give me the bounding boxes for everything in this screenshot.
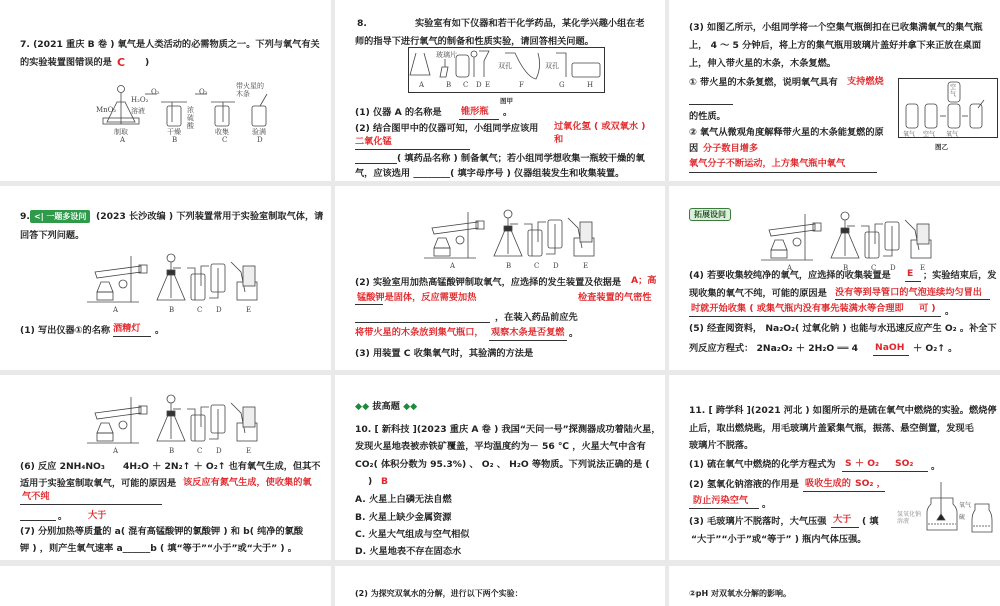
- q11-p2-answer: 吸收生成的: [805, 478, 851, 489]
- q8-3-line3: 上，伸入带火星的木条，木条复燃。: [689, 58, 836, 69]
- q9-2-answer-b: 锰酸钾是固体，反应需要加热: [357, 292, 477, 303]
- q7-line1: 7. (2021 重庆 B 卷 ) 氧气是人类活动的必需物质之一。下列与氧气有关: [20, 39, 320, 50]
- answer-blank: [831, 527, 859, 528]
- q8-fig-letter: H: [587, 81, 594, 89]
- q9-2-p2-end: 。: [569, 328, 579, 339]
- q9-4-p4c: 现收集的氧气不纯，可能的原因是: [689, 288, 827, 299]
- answer-blank: [689, 104, 733, 105]
- answer-blank: [355, 304, 383, 305]
- slide-q7: [0, 0, 331, 181]
- q11-p1-end: 。: [931, 461, 941, 472]
- q8-3-line2: 上， 4 ～ 5 分钟后，将上方的集气瓶用玻璃片盖好并拿下来正放在桌面: [689, 40, 982, 51]
- q7-fig-step: 收集: [215, 128, 229, 136]
- q9-2-p3: (3) 用装置 C 收集氧气时，其验满的方法是: [355, 348, 534, 359]
- q11-p3c: “大于”“小于”或“等于” ) 瓶内气体压强。: [691, 534, 867, 545]
- apparatus-drawing: [83, 252, 258, 314]
- multi-question-badge: <| 一题多设问: [30, 210, 90, 223]
- slide-q9-4: [669, 186, 1000, 370]
- q11-line1: 11. [ 跨学科 ](2021 河北 ) 如图所示的是硫在氧气中燃烧的实验。燃烧停: [689, 405, 997, 416]
- q9-6-p6-end: 。: [58, 511, 68, 522]
- q8-3-fig-top: 空气: [950, 84, 957, 98]
- q8-fig-letter: A: [419, 81, 425, 89]
- answer-blank: [355, 163, 397, 164]
- apparatus-label: C: [197, 306, 203, 314]
- slide-row4-mid: [335, 566, 665, 606]
- apparatus-label: D: [216, 306, 222, 314]
- q10-option-b: B. 火星上缺少金属资源: [355, 512, 452, 523]
- q9-6-p6c: 适用于实验室制取氧气，可能的原因是: [20, 478, 177, 489]
- slide-q8-3: [669, 0, 1000, 181]
- q7-fig-o2a: O₂: [151, 88, 160, 96]
- apparatus-label: A: [113, 306, 119, 314]
- apparatus-label: B: [169, 306, 175, 314]
- q8-3-fig-label: 空气: [923, 131, 936, 138]
- answer-blank: [905, 281, 921, 282]
- q8-p1-answer: 锥形瓶: [461, 106, 489, 117]
- q11-fig-oxygen: 氧气: [959, 502, 972, 509]
- q9-line2: 回答下列问题。: [20, 230, 85, 241]
- q10-line2: 发现火星地表被赤铁矿覆盖，平均温度约为－ 56 ℃ ，火星大气中含有: [355, 441, 646, 452]
- q8-3-fig-caption: 图乙: [935, 143, 948, 151]
- q11-line2: 止后，取出燃烧匙，用毛玻璃片盖紧集气瓶，振荡、悬空倒置，发现毛: [689, 423, 974, 434]
- q8-3-sub2: ② 氧气从微观角度解释带火星的木条能复燃的原: [689, 127, 884, 138]
- q8-number: 8.: [357, 18, 367, 29]
- q8-3-sub2-answer2: 分子数目增多: [703, 143, 759, 154]
- apparatus-figure: [83, 252, 258, 318]
- q10-answer: B: [381, 476, 389, 487]
- q8-3-sub1-end: 的性质。: [689, 111, 726, 122]
- q7-fig-letter: D: [257, 136, 263, 144]
- q8-3-sub2-answer: 氧气分子不断运动，上方集气瓶中氧气: [689, 158, 846, 169]
- apparatus-label: B: [843, 264, 849, 272]
- q11-p2-end: 。: [762, 499, 772, 510]
- q9-4-p4-answer2: 没有等到导管口的气泡连续均匀冒出: [835, 287, 982, 298]
- section-header: [355, 401, 417, 413]
- answer-blank: [873, 355, 909, 356]
- answer-blank: [20, 520, 56, 521]
- q8-p2-line3: ( 填药品名称 ) 制备氧气；若小组同学想收集一瓶较干燥的氧: [397, 153, 645, 164]
- badge-label: 一题多设问: [46, 212, 87, 221]
- diamond-icon: ◆◆: [355, 401, 370, 412]
- q7-fig-h2o2: H₂O₂: [131, 96, 149, 104]
- q8-3-line1: (3) 如图乙所示，小组同学将一个空集气瓶倒扣在已收集满氧气的集气瓶: [689, 22, 983, 33]
- q9-4-p5b: 列反应方程式： 2Na₂O₂ ＋ 2H₂O ══ 4: [689, 343, 859, 354]
- q9-6-p7-answer: 大于: [88, 510, 107, 521]
- q7-fig-acid: 浓硫酸: [187, 106, 194, 130]
- apparatus-drawing: [83, 393, 258, 455]
- q9-4-p4-end: 。: [945, 306, 955, 317]
- apparatus-label: D: [553, 262, 559, 270]
- q8-fig-letter: B: [446, 81, 452, 89]
- q7-fig-o2b: O₂: [199, 88, 208, 96]
- apparatus-label: D: [216, 447, 222, 455]
- q9-p1-answer: 酒精灯: [113, 323, 141, 334]
- answer-blank: [20, 504, 162, 505]
- answer-blank: [689, 172, 877, 173]
- q8-p1: (1) 仪器 A 的名称是: [355, 107, 442, 118]
- q7-answer: C: [117, 56, 126, 69]
- answer-blank: [689, 508, 759, 509]
- q7-fig-step: 制取: [114, 128, 128, 136]
- apparatus-label: B: [169, 447, 175, 455]
- q8-p2-line4: 气，应该选用 ________( 填字母序号 ) 仪器组装发生和收集装置。: [355, 168, 625, 179]
- q9-4-p4b: ；实验结束后，发: [923, 270, 997, 281]
- answer-blank: [459, 119, 499, 120]
- q9-6-p7a: (7) 分别加热等质量的 a( 混有高锰酸钾的氯酸钾 ) 和 b( 纯净的氯酸: [20, 526, 304, 537]
- apparatus-figure: [83, 393, 258, 459]
- q9-4-p4-answer4: 可 ): [919, 303, 936, 314]
- slide-q9-6: [0, 375, 331, 560]
- apparatus-label: A: [450, 262, 456, 270]
- q8-p2-answer1: 过氧化氢 ( 或双氧水 ): [554, 121, 646, 132]
- apparatus-label: C: [534, 262, 540, 270]
- diamond-icon: ◆◆: [403, 401, 418, 412]
- q9-4-p4-answer3: 时就开始收集 ( 或集气瓶内没有事先装满水等合理即: [691, 303, 904, 314]
- apparatus-label: E: [246, 447, 252, 455]
- q7-fig-letter: C: [222, 136, 228, 144]
- q11-sulfur-bottle-figure: [909, 480, 994, 538]
- row4-right-text: ②pH 对双氧水分解的影响。: [689, 589, 791, 598]
- q7-fig-stick: 带火星的木条: [236, 82, 264, 98]
- answer-blank: [489, 340, 567, 341]
- q11-p3: (3) 毛玻璃片不脱落时，大气压强: [689, 516, 827, 527]
- q8-fig-caption: 图甲: [500, 97, 513, 105]
- extension-badge: 拓展设问: [689, 208, 731, 221]
- q9-6-p7b: 钾 ) ，则产生氧气速率 a______b ( 填“等于”“小于”或“大于” ) 。: [20, 543, 297, 554]
- q7-fig-step: 干燥: [167, 128, 181, 136]
- q9-2-p2-mid: ，在装入药品前应先: [495, 312, 578, 323]
- q10-option-c: C. 火星大气组成与空气相似: [355, 529, 470, 540]
- q7-fig-letter: A: [120, 136, 126, 144]
- q9-4-p5-answer: NaOH: [875, 342, 905, 353]
- q10-option-a: A. 火星上白磷无法自燃: [355, 494, 452, 505]
- answer-blank: [689, 316, 941, 317]
- q11-line3: 玻璃片不脱落。: [689, 440, 754, 451]
- slide-q8: [335, 0, 665, 181]
- q9-2-answer-d: 将带火星的木条放到集气瓶口，: [355, 327, 484, 338]
- answer-blank: [355, 149, 470, 150]
- answer-blank: [355, 322, 490, 323]
- slide-q9-2: [335, 186, 665, 370]
- q8-p2-answer1b: 和: [554, 134, 564, 145]
- q9-2-answer-c: 检查装置的气密性: [578, 292, 652, 303]
- q8-fig-letter: D: [476, 81, 482, 89]
- apparatus-label: A: [113, 447, 119, 455]
- apparatus-figure: [420, 208, 595, 274]
- q11-p3-answer: 大于: [833, 514, 852, 525]
- q11-p2: (2) 氢氧化钠溶液的作用是: [689, 479, 799, 490]
- q8-fig-glass: 玻璃片: [436, 51, 457, 59]
- q7-line2: 的实验装置图错误的是: [20, 57, 112, 68]
- q8-3-sub1: ① 带火星的木条复燃，说明氧气具有: [689, 77, 838, 88]
- q10-option-d: D. 火星地表不存在固态水: [355, 546, 462, 557]
- apparatus-figure: [757, 210, 932, 276]
- q8-3-sub1-answer: 支持燃烧: [847, 76, 884, 87]
- q11-p2-answer3: 防止污染空气: [693, 495, 749, 506]
- apparatus-drawing: [420, 208, 595, 270]
- q11-p1-answer: S ＋ O₂: [845, 458, 880, 469]
- q9-6-p6b: 4H₂O ＋ 2N₂↑ ＋ O₂↑ 也有氧气生成，但其不: [123, 461, 321, 472]
- q10-line1: 10. [ 新科技 ](2023 重庆 A 卷 ) 我国“天问一号”探测器成功着陆火星，: [355, 424, 661, 435]
- q8-p2-answer2: 二氧化锰: [355, 136, 392, 147]
- q8-3-fig-label: 氧气: [946, 131, 959, 138]
- q10-line4: ): [368, 476, 373, 487]
- slide-row4-left: [0, 566, 331, 606]
- q11-p3b: ( 填: [862, 516, 879, 527]
- apparatus-label: B: [506, 262, 512, 270]
- q7-fig-step: 验满: [252, 128, 266, 136]
- apparatus-drawing: [757, 210, 932, 272]
- q9-number: 9.: [20, 211, 30, 222]
- answer-blank: [803, 491, 885, 492]
- apparatus-label: A: [787, 264, 793, 272]
- q8-3-sub2-line2: 因: [689, 143, 699, 154]
- q8-fig-letter: E: [485, 81, 491, 89]
- q9-6-answer2: 气不纯: [22, 491, 50, 502]
- answer-blank: [835, 299, 990, 300]
- q7-fig-mno2: MnO₂: [96, 106, 117, 114]
- q8-p2: (2) 结合图甲中的仪器可知，小组同学应该用: [355, 123, 539, 134]
- q9-2-answer-e: 观察木条是否复燃: [491, 327, 565, 338]
- q8-fig-hole: 双孔: [545, 62, 559, 70]
- apparatus-label: D: [890, 264, 896, 272]
- q8-3-fig-label: 氧气: [903, 131, 916, 138]
- q8-line2: 师的指导下进行氧气的制备和性质实验，请回答相关问题。: [355, 36, 594, 47]
- q9-4-p4a: (4) 若要收集较纯净的氧气，应选择的收集装置是: [689, 270, 891, 281]
- q9-4-p5c: ＋ O₂↑ 。: [913, 343, 958, 354]
- q9-4-p4-answer: E: [907, 268, 914, 279]
- q11-fig-sulfur: 硫: [959, 514, 966, 521]
- q11-p1: (1) 硫在氧气中燃烧的化学方程式为: [689, 459, 836, 470]
- row4-mid-text: (2) 为探究双氧水的分解，进行以下两个实验：: [355, 589, 523, 598]
- q8-fig-letter: F: [519, 81, 524, 89]
- q9-2-answer-a: A；高: [631, 275, 657, 286]
- q7-fig-letter: B: [172, 136, 178, 144]
- q8-fig-letter: G: [559, 81, 565, 89]
- apparatus-label: E: [920, 264, 926, 272]
- apparatus-label: E: [246, 306, 252, 314]
- q8-fig-hole: 双孔: [498, 62, 512, 70]
- q9-p1-end: 。: [155, 325, 165, 336]
- q9-4-p5a: (5) 经查阅资料， Na₂O₂( 过氧化钠 ) 也能与水迅速反应产生 O₂ 。补全下: [689, 323, 997, 334]
- q8-line1: 实验室有如下仪器和若干化学药品，某化学兴趣小组在老: [415, 18, 645, 29]
- q7-fig-solution: 溶液: [131, 107, 145, 115]
- q11-fig-naoh: 氢氧化钠溶液: [897, 511, 922, 525]
- apparatus-label: C: [197, 447, 203, 455]
- q11-p2-answer2: SO₂ ，: [855, 478, 886, 489]
- q9-2-p2: (2) 实验室用加热高锰酸钾制取氧气，应选择的发生装置及依据是: [355, 277, 622, 288]
- q7-close-paren: ): [145, 57, 150, 68]
- q8-fig-letter: C: [463, 81, 469, 89]
- slide-q9: [0, 186, 331, 370]
- section-label: 拔高题: [372, 401, 400, 412]
- apparatus-label: E: [583, 262, 589, 270]
- answer-blank: [842, 471, 928, 472]
- q11-p1-answer2: SO₂: [895, 458, 914, 469]
- apparatus-label: C: [871, 264, 877, 272]
- slide-q10: [335, 375, 665, 560]
- answer-blank: [113, 336, 151, 337]
- q10-line3: CO₂( 体积分数为 95.3%) 、 O₂ 、 H₂O 等物质。下列说法正确的是 (: [355, 459, 650, 470]
- q8-p1-end: 。: [503, 107, 513, 118]
- q9-line1: (2023 长沙改编 ) 下列装置常用于实验室制取气体，请: [96, 211, 324, 222]
- q9-6-answer: 该反应有氮气生成，使收集的氧: [183, 477, 312, 488]
- q9-6-p6a: (6) 反应 2NH₄NO₃: [20, 461, 105, 472]
- q9-p1: (1) 写出仪器①的名称: [20, 325, 111, 336]
- slide-row4-right: [669, 566, 1000, 606]
- slide-q11: [669, 375, 1000, 560]
